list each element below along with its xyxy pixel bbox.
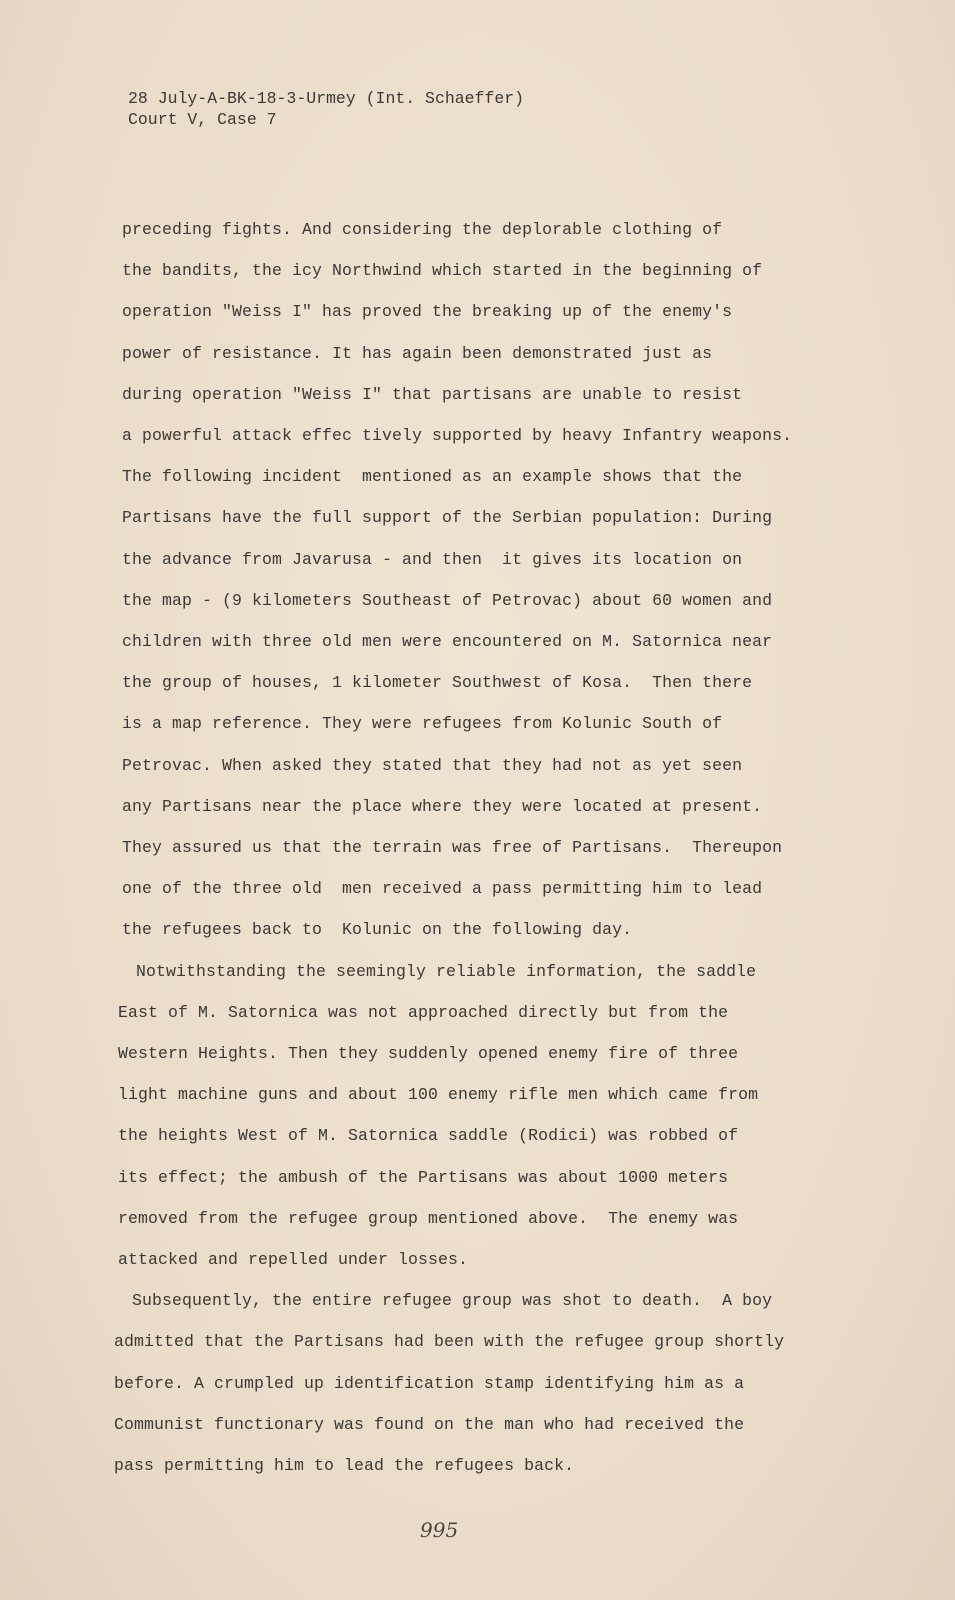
text-line: before. A crumpled up identification stamp identifying him as a xyxy=(114,1373,745,1393)
header-reference: 28 July-A-BK-18-3-Urmey (Int. Schaeffer) xyxy=(128,89,525,108)
document-header xyxy=(128,88,524,130)
text-line: preceding fights. And considering the deplorable clothing of xyxy=(122,220,723,239)
text-line: the advance from Javarusa - and then it gives its location on xyxy=(122,549,743,569)
text-line: one of the three old men received a pass permitting him to lead xyxy=(122,879,763,899)
text-line: during operation "Weiss I" that partisans are unable to resist xyxy=(122,384,743,404)
text-line: the heights West of M. Satornica saddle (Rodici) was robbed of xyxy=(118,1126,739,1146)
text-line: Notwithstanding the seemingly reliable information, the saddle xyxy=(136,961,757,981)
text-line: any Partisans near the place where they were located at present. xyxy=(122,796,763,816)
text-line: Petrovac. When asked they stated that they had not as yet seen xyxy=(122,755,743,775)
document-body xyxy=(114,209,822,1486)
text-line: the bandits, the icy Northwind which started in the beginning of xyxy=(122,261,763,281)
text-line: the refugees back to Kolunic on the following day. xyxy=(122,920,633,940)
header-court-case: Court V, Case 7 xyxy=(128,110,277,129)
text-line: Partisans have the full support of the Serbian population: During xyxy=(122,508,773,528)
text-line: Western Heights. Then they suddenly opened enemy fire of three xyxy=(118,1044,739,1064)
text-line: The following incident mentioned as an example shows that the xyxy=(122,467,743,487)
text-line: light machine guns and about 100 enemy rifle men which came from xyxy=(118,1085,759,1105)
text-line: Communist functionary was found on the man who had received the xyxy=(114,1414,745,1434)
text-line: admitted that the Partisans had been with the refugee group shortly xyxy=(114,1332,785,1352)
text-line: power of resistance. It has again been demonstrated just as xyxy=(122,343,713,363)
text-line: operation "Weiss I" has proved the breaking up of the enemy's xyxy=(122,302,733,322)
text-line: the group of houses, 1 kilometer Southwest of Kosa. Then there xyxy=(122,673,753,693)
text-line: children with three old men were encountered on M. Satornica near xyxy=(122,632,773,652)
text-line: is a map reference. They were refugees from Kolunic South of xyxy=(122,714,723,734)
text-line: East of M. Satornica was not approached directly but from the xyxy=(118,1002,729,1022)
text-line: its effect; the ambush of the Partisans was about 1000 meters xyxy=(118,1167,729,1187)
text-line: pass permitting him to lead the refugees back. xyxy=(114,1456,575,1476)
page-number: 995 xyxy=(420,1518,459,1542)
text-line: Subsequently, the entire refugee group was shot to death. A boy xyxy=(132,1291,773,1311)
text-line: removed from the refugee group mentioned above. The enemy was xyxy=(118,1208,739,1228)
text-line: a powerful attack effec tively supported by heavy Infantry weapons. xyxy=(122,426,793,446)
text-line: They assured us that the terrain was free of Partisans. Thereupon xyxy=(122,838,783,858)
text-line: the map - (9 kilometers Southeast of Petrovac) about 60 women and xyxy=(122,590,773,610)
text-line: attacked and repelled under losses. xyxy=(118,1250,469,1270)
